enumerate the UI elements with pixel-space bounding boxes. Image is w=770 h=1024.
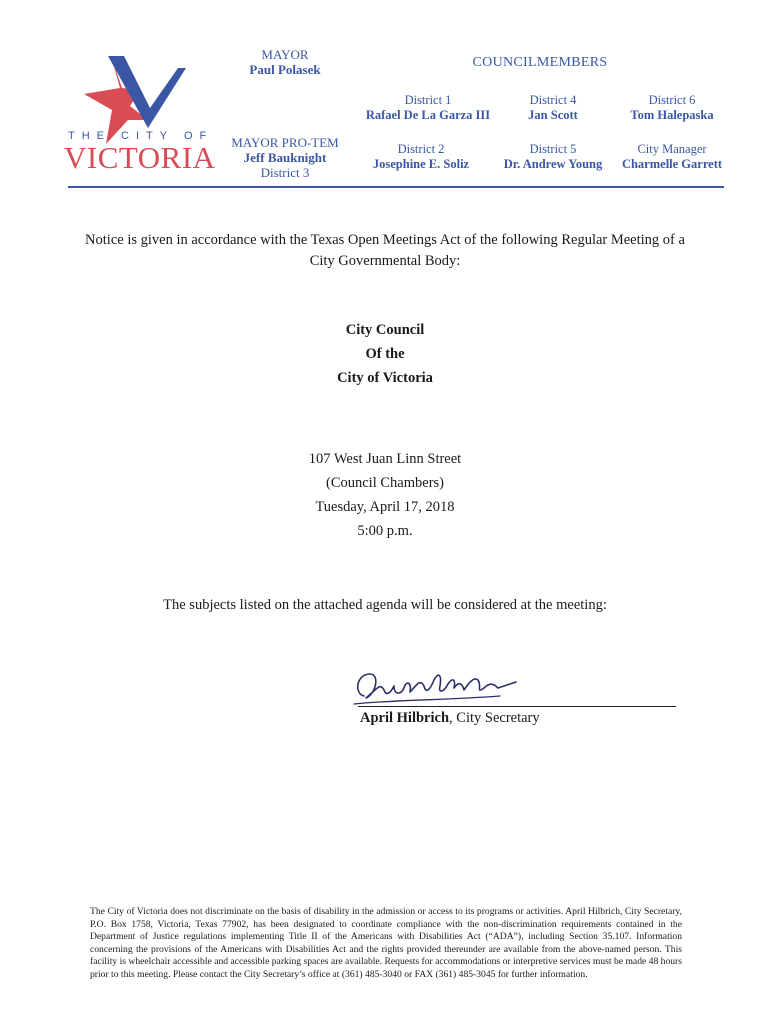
ada-disclaimer: The City of Victoria does not discriminate on the basis of disability in the admission or access to its programs or activities. April Hilbrich, City Secretary, P.O. Box 1758, Victoria, Texas 77902, has been designated to coordinate compliance with the non-discrimination requirements contained in the Department of Justice regulations implementing Title II of the Americans with Disabilities Act (“ADA”), including Section 35.107. Information concerning the provisions of the Americans with Disabilities Act and the rights provided thereunder are available from the above-named person. This facility is wheelchair accessible and accessible parking spaces are available. Requests for accommodations or interpretive services must be made 48 hours prior to this meeting. Please contact the City Secretary’s office at (361) 485-3040 or FAX (361) 485-3045 for further information. (90, 906, 682, 980)
councilmembers-title: COUNCILMEMBERS (472, 55, 608, 70)
handwritten-signature (350, 660, 520, 712)
secretary-title: , City Secretary (449, 710, 540, 726)
district-label: District 2 (397, 142, 445, 156)
mayor-pro-tem-label: MAYOR PRO-TEM (231, 135, 339, 150)
mayor-label: MAYOR (261, 47, 309, 62)
councilmember-name: Tom Halepaska (630, 108, 714, 122)
councilmember-name: Dr. Andrew Young (503, 157, 603, 171)
logo-victoria-wordmark: VICTORIA (64, 140, 216, 175)
meeting-location: (Council Chambers) (326, 475, 444, 491)
logo-the-city-of: THE CITY OF (68, 130, 214, 142)
councilmember-name: Rafael De La Garza III (365, 108, 491, 122)
councilmember-district-6 (587, 93, 757, 123)
body-name-line-1: City Council (345, 322, 425, 338)
meeting-time: 5:00 p.m. (357, 523, 413, 539)
councilmember-name: Jan Scott (528, 108, 578, 122)
city-manager-label: City Manager (637, 142, 707, 156)
notice-paragraph: Notice is given in accordance with the Texas Open Meetings Act of the following Regular Meeting of a City Governmental Body: (85, 232, 685, 269)
mayor-pro-tem-district: District 3 (260, 165, 310, 180)
meeting-date: Tuesday, April 17, 2018 (315, 499, 455, 515)
subjects-statement: The subjects listed on the attached agenda will be considered at the meeting: (163, 597, 607, 613)
signature-line (358, 706, 676, 707)
body-name-line-2: Of the (365, 346, 405, 362)
city-manager-name: Charmelle Garrett (621, 157, 723, 171)
district-label: District 4 (529, 93, 577, 107)
mayor-pro-tem-name: Jeff Bauknight (243, 150, 327, 165)
body-name-line-3: City of Victoria (337, 370, 433, 386)
city-manager (587, 142, 757, 172)
district-label: District 6 (648, 93, 696, 107)
district-label: District 5 (529, 142, 577, 156)
district-label: District 1 (404, 93, 452, 107)
mayor-name: Paul Polasek (249, 62, 321, 77)
signature-caption (360, 710, 540, 727)
header-divider (68, 186, 724, 188)
councilmember-name: Josephine E. Soliz (372, 157, 470, 171)
secretary-name: April Hilbrich (360, 710, 450, 726)
meeting-address: 107 West Juan Linn Street (308, 451, 462, 467)
